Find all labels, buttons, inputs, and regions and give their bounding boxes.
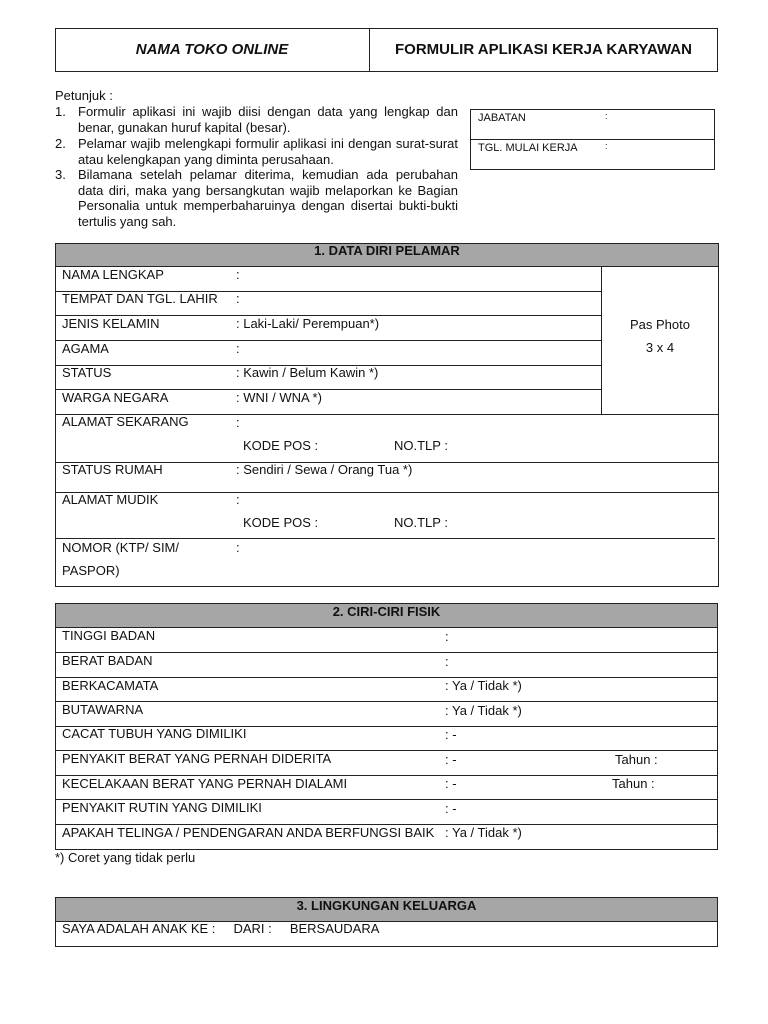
no-tlp-label-2[interactable]: NO.TLP : bbox=[394, 515, 448, 530]
fisik-extra[interactable]: Tahun : bbox=[612, 776, 655, 791]
instruction-text: Pelamar wajib melengkapi formulir aplikasi ini dengan surat-surat atau kelengkapan yang diminta perusahaan. bbox=[78, 136, 458, 167]
field-value[interactable]: : Laki-Laki/ Perempuan*) bbox=[236, 316, 380, 331]
photo-label: Pas Photo bbox=[630, 317, 690, 332]
instructions-heading: Petunjuk : bbox=[55, 88, 113, 103]
alamat-sekarang-label: ALAMAT SEKARANG bbox=[62, 414, 189, 429]
store-name: NAMA TOKO ONLINE bbox=[135, 41, 289, 58]
photo-size: 3 x 4 bbox=[645, 340, 675, 355]
fisik-label: BERAT BADAN bbox=[62, 653, 153, 668]
alamat-mudik-field[interactable]: : bbox=[236, 492, 240, 507]
fisik-value[interactable]: : - bbox=[445, 776, 457, 791]
fisik-label: PENYAKIT RUTIN YANG DIMILIKI bbox=[62, 800, 262, 815]
nomor-id-label-2: PASPOR) bbox=[62, 563, 120, 578]
alamat-mudik-label: ALAMAT MUDIK bbox=[62, 492, 159, 507]
status-rumah-label: STATUS RUMAH bbox=[62, 462, 163, 477]
field-value[interactable]: : Kawin / Belum Kawin *) bbox=[236, 365, 379, 380]
status-rumah-field[interactable]: : Sendiri / Sewa / Orang Tua *) bbox=[236, 462, 413, 477]
field-label: WARGA NEGARA bbox=[62, 390, 169, 405]
instruction-number: 3. bbox=[55, 167, 66, 182]
fisik-label: BUTAWARNA bbox=[62, 702, 144, 717]
section2-title: 2. CIRI-CIRI FISIK bbox=[55, 603, 718, 628]
section1-title: 1. DATA DIRI PELAMAR bbox=[55, 243, 719, 267]
tgl-mulai-label: TGL. MULAI KERJA bbox=[478, 142, 578, 154]
fisik-label: CACAT TUBUH YANG DIMILIKI bbox=[62, 726, 247, 741]
kode-pos-label-2[interactable]: KODE POS : bbox=[243, 515, 319, 530]
jabatan-label: JABATAN bbox=[478, 112, 526, 124]
fisik-value[interactable]: : Ya / Tidak *) bbox=[445, 678, 522, 693]
instruction-number: 1. bbox=[55, 104, 66, 119]
row-divider bbox=[55, 652, 718, 653]
instruction-item bbox=[55, 167, 458, 231]
field-value[interactable]: : bbox=[236, 341, 240, 356]
fisik-label: TINGGI BADAN bbox=[62, 628, 156, 643]
field-value[interactable]: : bbox=[236, 267, 240, 282]
field-value[interactable]: : WNI / WNA *) bbox=[236, 390, 322, 405]
instruction-item bbox=[55, 104, 458, 136]
anak-ke-row[interactable]: SAYA ADALAH ANAK KE : DARI : BERSAUDARA bbox=[62, 921, 380, 936]
row-divider bbox=[55, 701, 718, 702]
kode-pos-label[interactable]: KODE POS : bbox=[243, 438, 319, 453]
instruction-text: Bilamana setelah pelamar diterima, kemudian ada perubahan data diri, maka yang bersangkutan wajib melaporkan ke Bagian Personalia untuk memperbaharuinya dengan disertai bukti-bukti tertulis yang sah. bbox=[78, 167, 458, 229]
fisik-value[interactable]: : bbox=[445, 629, 449, 644]
field-label: TEMPAT DAN TGL. LAHIR bbox=[62, 291, 218, 306]
fisik-value[interactable]: : Ya / Tidak *) bbox=[445, 825, 522, 840]
fisik-value[interactable]: : - bbox=[445, 801, 457, 816]
instruction-item bbox=[55, 136, 458, 168]
fisik-value[interactable]: : - bbox=[445, 727, 457, 742]
nomor-id-label: NOMOR (KTP/ SIM/ bbox=[62, 540, 179, 555]
nomor-id-field[interactable]: : bbox=[236, 540, 240, 555]
fisik-value[interactable]: : Ya / Tidak *) bbox=[445, 703, 522, 718]
row-divider bbox=[55, 340, 601, 341]
fisik-label: BERKACAMATA bbox=[62, 678, 159, 693]
jabatan-field[interactable]: : bbox=[605, 111, 608, 121]
instruction-number: 2. bbox=[55, 136, 66, 151]
fisik-value[interactable]: : - bbox=[445, 752, 457, 767]
instruction-text: Formulir aplikasi ini wajib diisi dengan data yang lengkap dan benar, gunakan huruf kapital (besar). bbox=[78, 104, 458, 135]
footnote: *) Coret yang tidak perlu bbox=[55, 850, 196, 865]
field-value[interactable]: : bbox=[236, 291, 240, 306]
field-label: JENIS KELAMIN bbox=[62, 316, 160, 331]
fisik-label: KECELAKAAN BERAT YANG PERNAH DIALAMI bbox=[62, 776, 348, 791]
field-label: STATUS bbox=[62, 365, 112, 380]
fisik-extra[interactable]: Tahun : bbox=[615, 752, 658, 767]
field-label: NAMA LENGKAP bbox=[62, 267, 164, 282]
fisik-label: APAKAH TELINGA / PENDENGARAN ANDA BERFUNGSI BAIK bbox=[62, 825, 435, 840]
tgl-mulai-field[interactable]: : bbox=[605, 141, 608, 151]
fisik-value[interactable]: : bbox=[445, 654, 449, 669]
row-divider bbox=[55, 538, 715, 539]
form-title: FORMULIR APLIKASI KERJA KARYAWAN bbox=[395, 41, 692, 58]
alamat-sekarang-field[interactable]: : bbox=[236, 415, 240, 430]
field-label: AGAMA bbox=[62, 341, 109, 356]
fisik-label: PENYAKIT BERAT YANG PERNAH DIDERITA bbox=[62, 751, 332, 766]
section3-title: 3. LINGKUNGAN KELUARGA bbox=[55, 897, 718, 922]
no-tlp-label[interactable]: NO.TLP : bbox=[394, 438, 448, 453]
